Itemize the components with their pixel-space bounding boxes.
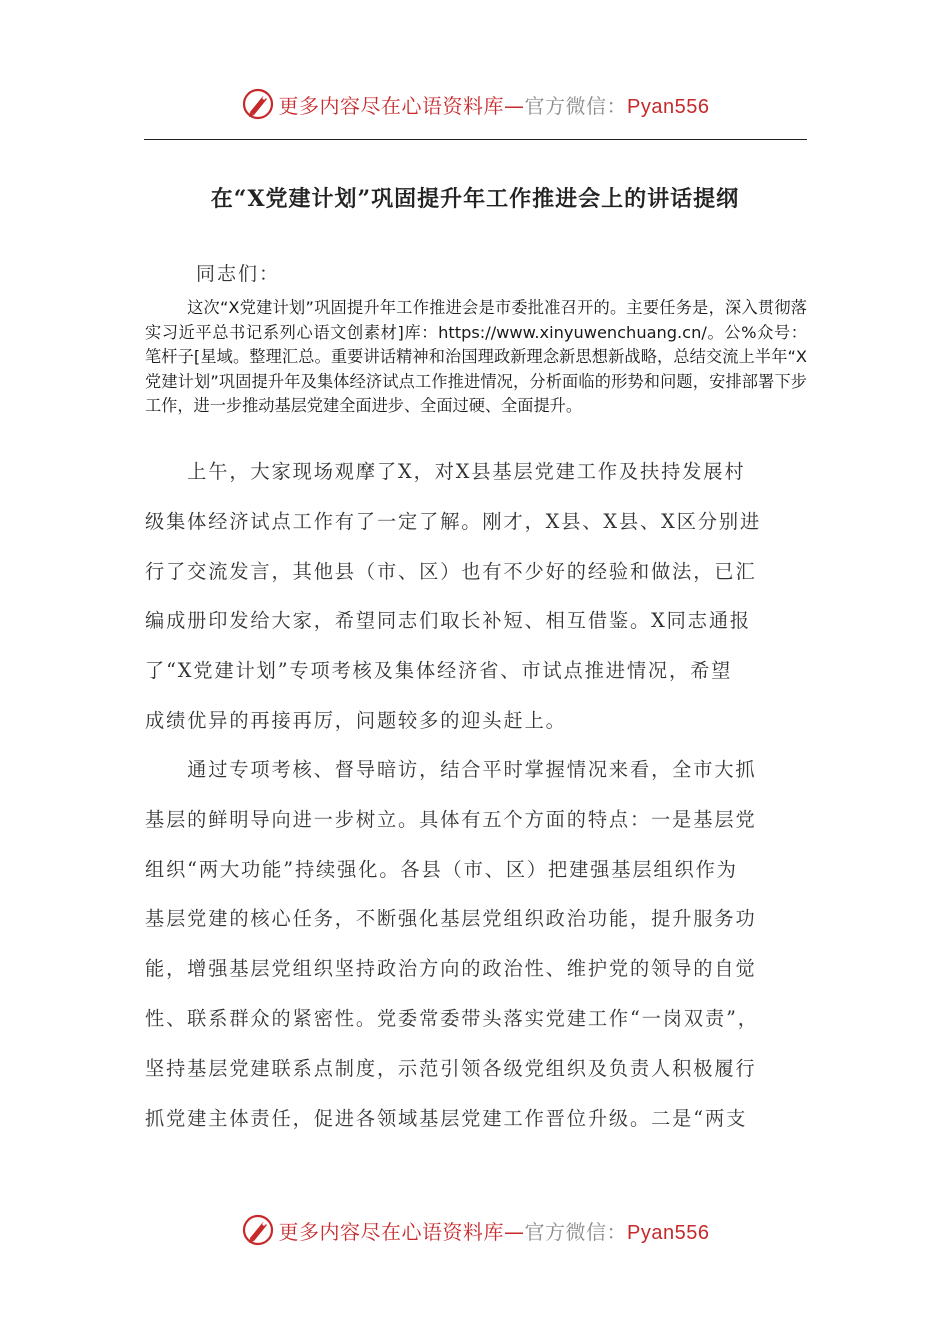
banner-separator: —: [504, 1219, 525, 1244]
banner-wechat-label: 官方微信：: [524, 93, 628, 118]
pen-nib-logo-icon: [241, 87, 275, 121]
intro-paragraph: [145, 296, 807, 419]
header-banner: [0, 84, 950, 124]
salutation: 同志们：: [196, 263, 281, 285]
pen-nib-logo-icon: [241, 1213, 275, 1247]
document-title: 在“X党建计划”巩固提升年工作推进会上的讲话提纲: [210, 186, 740, 212]
header-divider: [144, 139, 807, 140]
footer-banner: [0, 1210, 950, 1250]
banner-wechat-id: Pyan556: [627, 1221, 710, 1244]
body-paragraph-1: 上午，大家现场观摩了X，对X县基层党建工作及扶持发展村 级集体经济试点工作有了一定了解。刚才，X县、X县、X区分别进 行了交流发言，其他县（市、区）也有不少好的经验和做法，已汇 编成册印发给大家，希望同志们取长补短、相互借鉴。X同志通报 了“X党建计划”专项考核及集体经济省、市试点推进情况，希望 成绩优异的再接再厉，问题较多的迎头赶上。: [145, 460, 762, 732]
body-paragraph-2: 通过专项考核、督导暗访，结合平时掌握情况来看，全市大抓 基层的鲜明导向进一步树立。具体有五个方面的特点：一是基层党 组织“两大功能”持续强化。各县（市、区）把建强基层组织作为 基层党建的核心任务，不断强化基层党组织政治功能，提升服务功 能，增强基层党组织坚持政治方向的政治性、维护党的领导的自觉 性、联系群众的紧密性。党委常委带头落实党建工作“一岗双责”， 坚持基层党建联系点制度，示范引领各级党组织及负责人积极履行 抓党建主体责任，促进各领域基层党建工作晋位升级。二是“两支: [145, 758, 759, 1130]
banner-separator: —: [504, 93, 525, 118]
banner-main-text: 更多内容尽在心语资料库: [278, 93, 505, 118]
banner-wechat-id: Pyan556: [627, 95, 710, 118]
banner-wechat-label: 官方微信：: [524, 1219, 628, 1244]
intro-text: 这次“X党建计划”巩固提升年工作推进会是市委批准召开的。主要任务是，深入贯彻落实习近平总书记系列心语文创素材]库：https://www.xinyuwenchuang.cn/。公%众号：笔杆子[星域。整理汇总。重要讲话精神和治国理政新理念新思想新战略，总结交流上半年“X党建计划”巩固提升年及集体经济试点工作推进情况，分析面临的形势和问题，安排部署下步工作，进一步推动基层党建全面进步、全面过硬、全面提升。: [145, 298, 807, 415]
banner-main-text: 更多内容尽在心语资料库: [278, 1219, 505, 1244]
